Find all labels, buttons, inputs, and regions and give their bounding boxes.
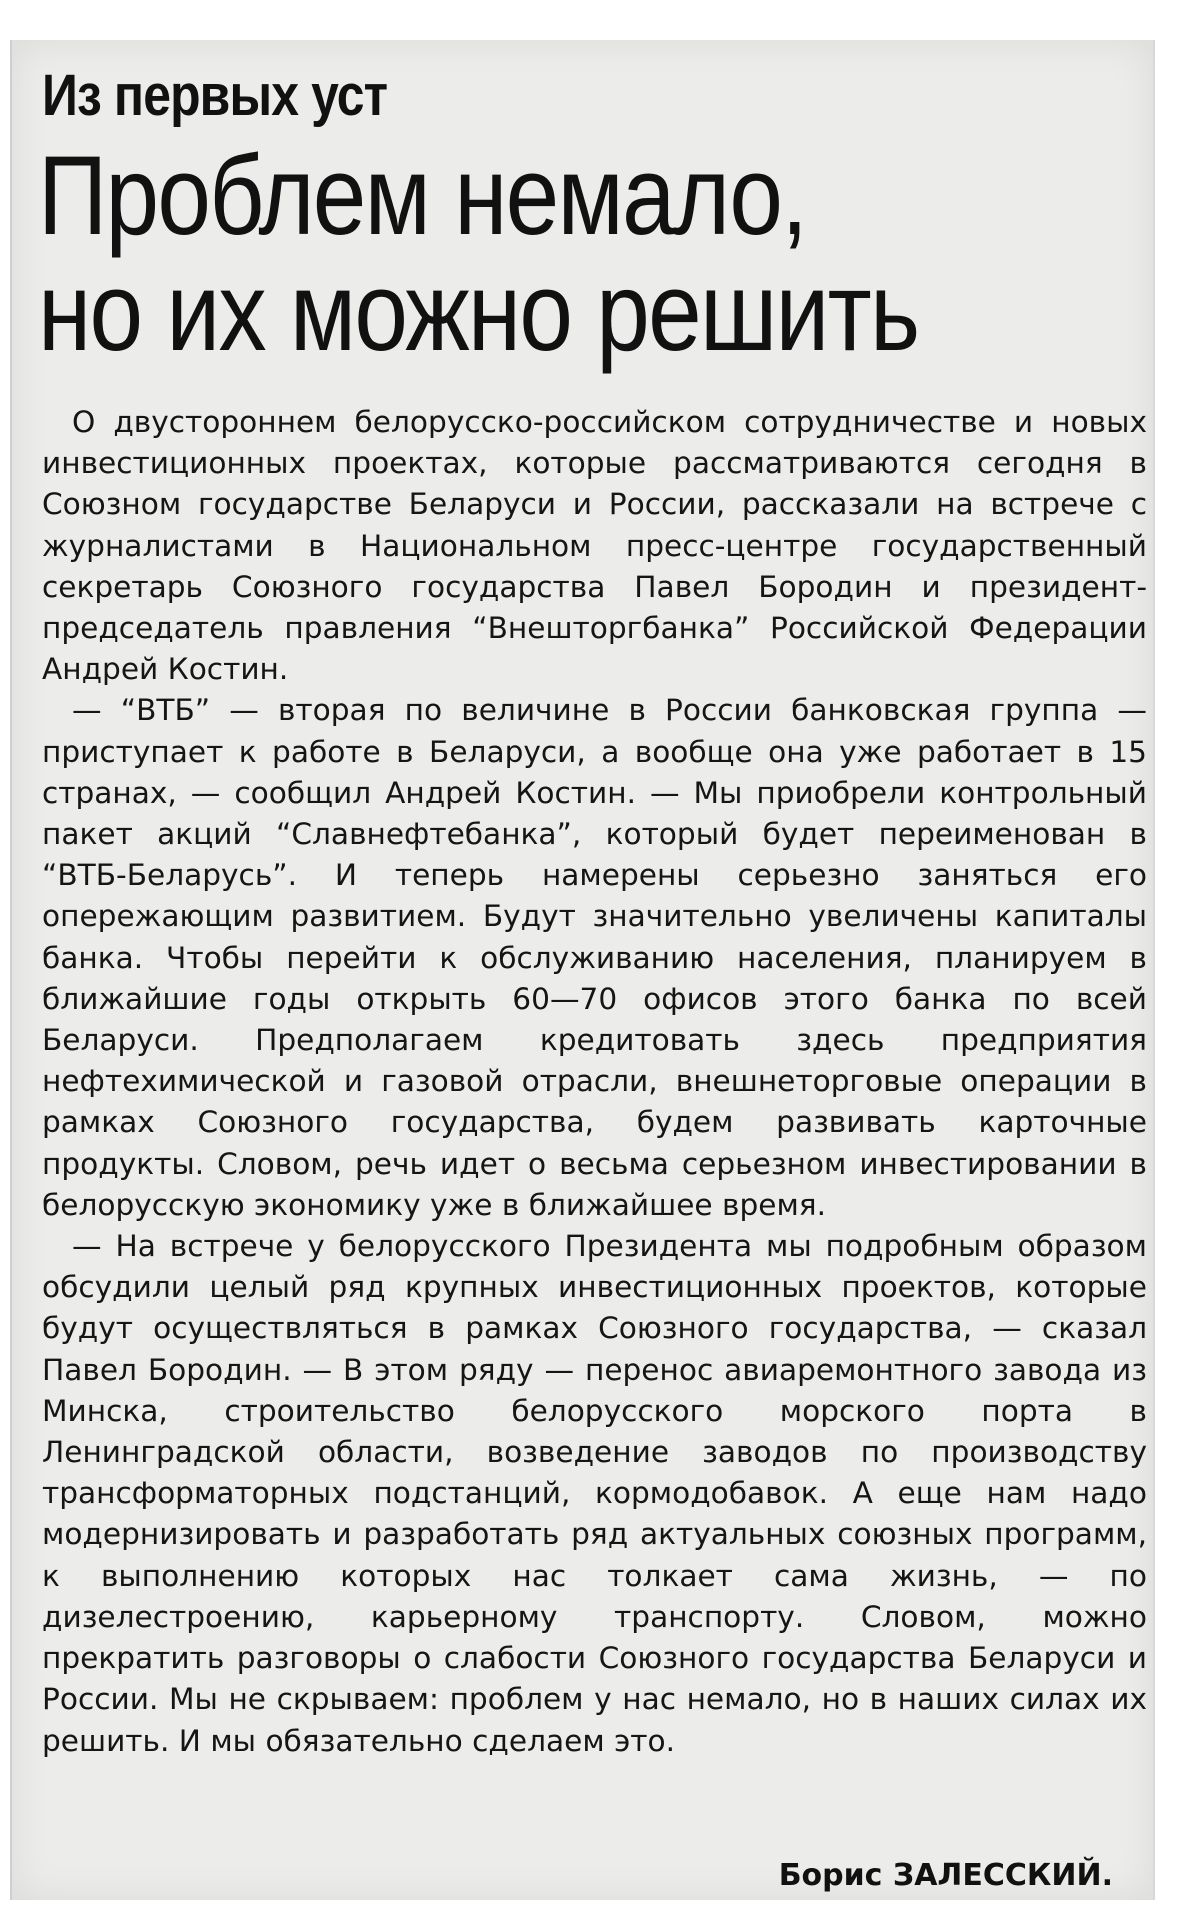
headline-line-1: Проблем немало, [38, 133, 807, 258]
paragraph-1: О двустороннем белорусско-российском сотрудничестве и новых инвестиционных проектах, которые рассматриваются сегодня в Союзном государстве Беларуси и России, рассказали на встрече с журналистами в Национальном пресс-центре государственный секретарь Союзного государства Павел Бородин и президент-председатель правления “Внешторгбанка” Российской Федерации Андрей Костин. [42, 405, 1147, 687]
paragraph-3: — На встрече у белорусского Президента мы подробным образом обсудили целый ряд крупных инвестиционных проектов, которые будут осуществляться в рамках Союзного государства, — сказал Павел Бородин. — В этом ряду — перенос авиаремонтного завода из Минска, строительство белорусского морского порта в Ленинградской области, возведение заводов по производству трансформаторных подстанций, кормодобавок. А еще нам надо модернизировать и разработать ряд актуальных союзных программ, к выполнению которых нас толкает сама жизнь, — по дизелестроению, карьерному транспорту. Словом, можно прекратить разговоры о слабости Союзного государства Беларуси и России. Мы не скрываем: проблем у нас немало, но в наших силах их решить. И мы обязательно сделаем это. [42, 1229, 1147, 1758]
author-signature: Борис ЗАЛЕССКИЙ. [778, 1858, 1113, 1893]
article-headline [38, 133, 919, 375]
newspaper-clipping [10, 40, 1155, 1900]
paragraph-2: — “ВТБ” — вторая по величине в России банковская группа — приступает к работе в Беларуси, а вообще она уже работает в 15 странах, — сообщил Андрей Костин. — Мы приобрели контрольный пакет акций “Славнефтебанка”, который будет переименован в “ВТБ-Беларусь”. И теперь намерены серьезно заняться его опережающим развитием. Будут значительно увеличены капиталы банка. Чтобы перейти к обслуживанию населения, планируем в ближайшие годы открыть 60—70 офисов этого банка по всей Беларуси. Предполагаем кредитовать здесь предприятия нефтехимической и газовой отрасли, внешнеторговые операции в рамках Союзного государства, будем развивать карточные продукты. Словом, речь идет о весьма серьезном инвестировании в белорусскую экономику уже в ближайшее время. [42, 693, 1147, 1222]
section-rubric: Из первых уст [42, 63, 388, 128]
article-body [42, 402, 1147, 1762]
headline-line-2: но их можно решить [38, 249, 919, 375]
